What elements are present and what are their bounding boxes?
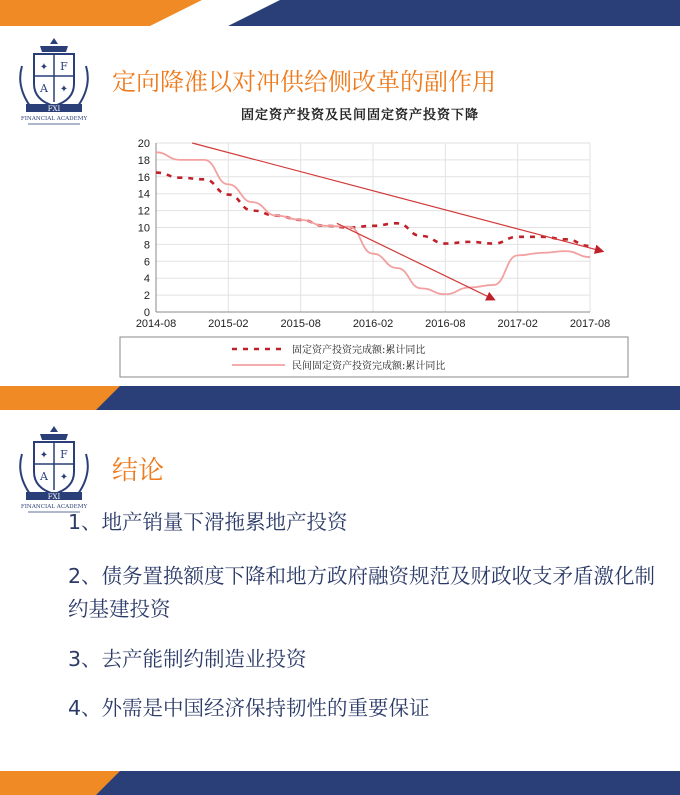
svg-text:✦: ✦ bbox=[59, 84, 69, 95]
chart-title: 固定资产投资及民间固定资产投资下降 bbox=[240, 108, 479, 123]
y-tick-label: 18 bbox=[137, 154, 150, 167]
list-item: 1、地产销量下滑拖累地产投资 bbox=[68, 510, 348, 534]
x-tick-label: 2015-08 bbox=[280, 318, 321, 330]
y-tick-label: 4 bbox=[143, 273, 150, 286]
y-tick-label: 2 bbox=[143, 290, 150, 303]
y-tick-label: 10 bbox=[137, 222, 150, 235]
svg-text:F: F bbox=[60, 60, 68, 73]
x-tick-label: 2015-02 bbox=[208, 318, 249, 330]
y-tick-label: 20 bbox=[137, 138, 150, 150]
x-tick-label: 2017-02 bbox=[497, 318, 538, 330]
svg-text:FXI: FXI bbox=[47, 493, 61, 501]
trend-arrow bbox=[192, 143, 602, 251]
x-tick-label: 2016-08 bbox=[425, 318, 466, 330]
y-tick-label: 12 bbox=[137, 205, 150, 218]
svg-text:FINANCIAL ACADEMY: FINANCIAL ACADEMY bbox=[20, 504, 88, 510]
svg-text:A: A bbox=[40, 82, 48, 95]
x-tick-label: 2016-02 bbox=[352, 318, 394, 330]
svg-text:✦: ✦ bbox=[39, 62, 49, 73]
list-item: 2、债务置换额度下降和地方政府融资规范及财政收支矛盾激化制约基建投资 bbox=[68, 564, 656, 621]
y-tick-label: 14 bbox=[137, 188, 150, 201]
svg-text:A: A bbox=[40, 470, 48, 483]
svg-text:✦: ✦ bbox=[59, 472, 69, 483]
svg-text:FINANCIAL ACADEMY: FINANCIAL ACADEMY bbox=[20, 116, 88, 122]
slide-title: 结论 bbox=[112, 456, 165, 486]
crest-logo bbox=[16, 424, 92, 514]
x-tick-label: 2014-08 bbox=[135, 318, 177, 330]
bottom-banner bbox=[0, 386, 680, 410]
svg-text:F: F bbox=[60, 448, 68, 461]
bottom-banner bbox=[0, 771, 680, 795]
y-tick-label: 0 bbox=[143, 307, 150, 319]
y-tick-label: 6 bbox=[143, 256, 150, 269]
slide-2 bbox=[0, 410, 680, 795]
list-item: 3、去产能制约制造业投资 bbox=[68, 647, 307, 671]
legend-label: 民间固定资产投资完成额:累计同比 bbox=[292, 361, 446, 372]
slide-title: 定向降准以对冲供给侧改革的副作用 bbox=[112, 68, 496, 96]
y-tick-label: 8 bbox=[143, 239, 150, 252]
svg-text:✦: ✦ bbox=[39, 450, 49, 461]
x-tick-label: 2017-08 bbox=[569, 318, 611, 330]
y-tick-label: 16 bbox=[137, 171, 150, 184]
legend-label: 固定资产投资完成额:累计同比 bbox=[292, 345, 426, 356]
list-item: 4、外需是中国经济保持韧性的重要保证 bbox=[68, 696, 430, 720]
svg-text:FXI: FXI bbox=[47, 105, 61, 113]
